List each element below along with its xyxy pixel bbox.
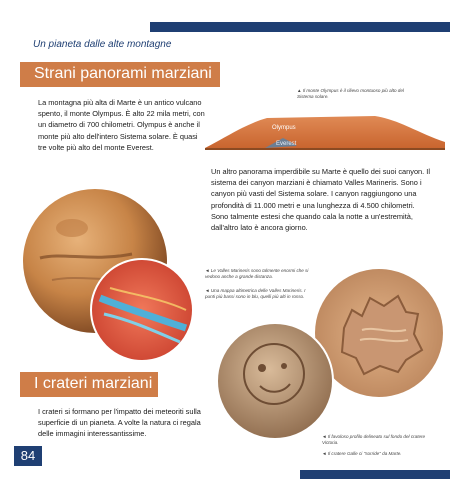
caption-olympus: ▲ Il monte Olympus è il rilievo montuoso più alto del Sistema solare. xyxy=(297,88,404,99)
paragraph-craters: I crateri si formano per l'impatto dei meteoriti sulla superficie di un pianeta. A volte la natura ci regala delle immagini interessantissime. xyxy=(38,407,201,439)
olympus-profile-diagram xyxy=(205,108,445,152)
paragraph-canyon: Un altro panorama imperdibile su Marte è quello dei suoi canyon. Il sistema dei canyon marziani è chiamato Valles Marineris. Sono i canyon più vasti del Sistema solare. I canyon raggiungono una profondità di 11.000 metri e una lunghezza di 4.500 chilometri. Sono talmente estesi che quando cala la notte a un'estremità, dall'altro lato è ancora giorno. xyxy=(211,167,430,233)
top-decor-bar xyxy=(150,22,450,32)
caption-victoria: ◄ Il favoloso profilo delineato sul fondo del cratere Victoria. xyxy=(322,434,426,445)
label-everest: Everest xyxy=(276,141,297,147)
olympus-shape xyxy=(205,116,445,148)
section-title: Un pianeta dalle alte montagne xyxy=(33,39,172,50)
caption-valles: ◄ Le Valles Marineris sono talmente enormi che si vedono anche a grande distanza. xyxy=(205,268,309,279)
heading-landscapes: Strani panorami marziani xyxy=(20,62,220,87)
paragraph-olympus: La montagna più alta di Marte è un antico vulcano spento, il monte Olympus. È alto 22 mila metri, con un diametro di 700 chilometri. Olympus è anche il monte più alto dell'intero Sistema solare. È quasi tre volte più alto del monte Everest. xyxy=(38,98,205,152)
caption-galle: ◄ Il cratere Galle ci "sorride" da Marte. xyxy=(322,451,402,456)
page-number: 84 xyxy=(14,446,42,466)
altimetry-map-image xyxy=(90,258,194,362)
heading-craters: I crateri marziani xyxy=(20,372,158,397)
galle-crater-image xyxy=(216,322,334,440)
bottom-decor-bar xyxy=(300,470,450,479)
caption-altimetry: ◄ Una mappa altimetrica delle Valles Marineris. I punti più bassi sono in blu, quelli più alti in rosso. xyxy=(205,288,306,299)
label-olympus: Olympus xyxy=(272,125,296,131)
